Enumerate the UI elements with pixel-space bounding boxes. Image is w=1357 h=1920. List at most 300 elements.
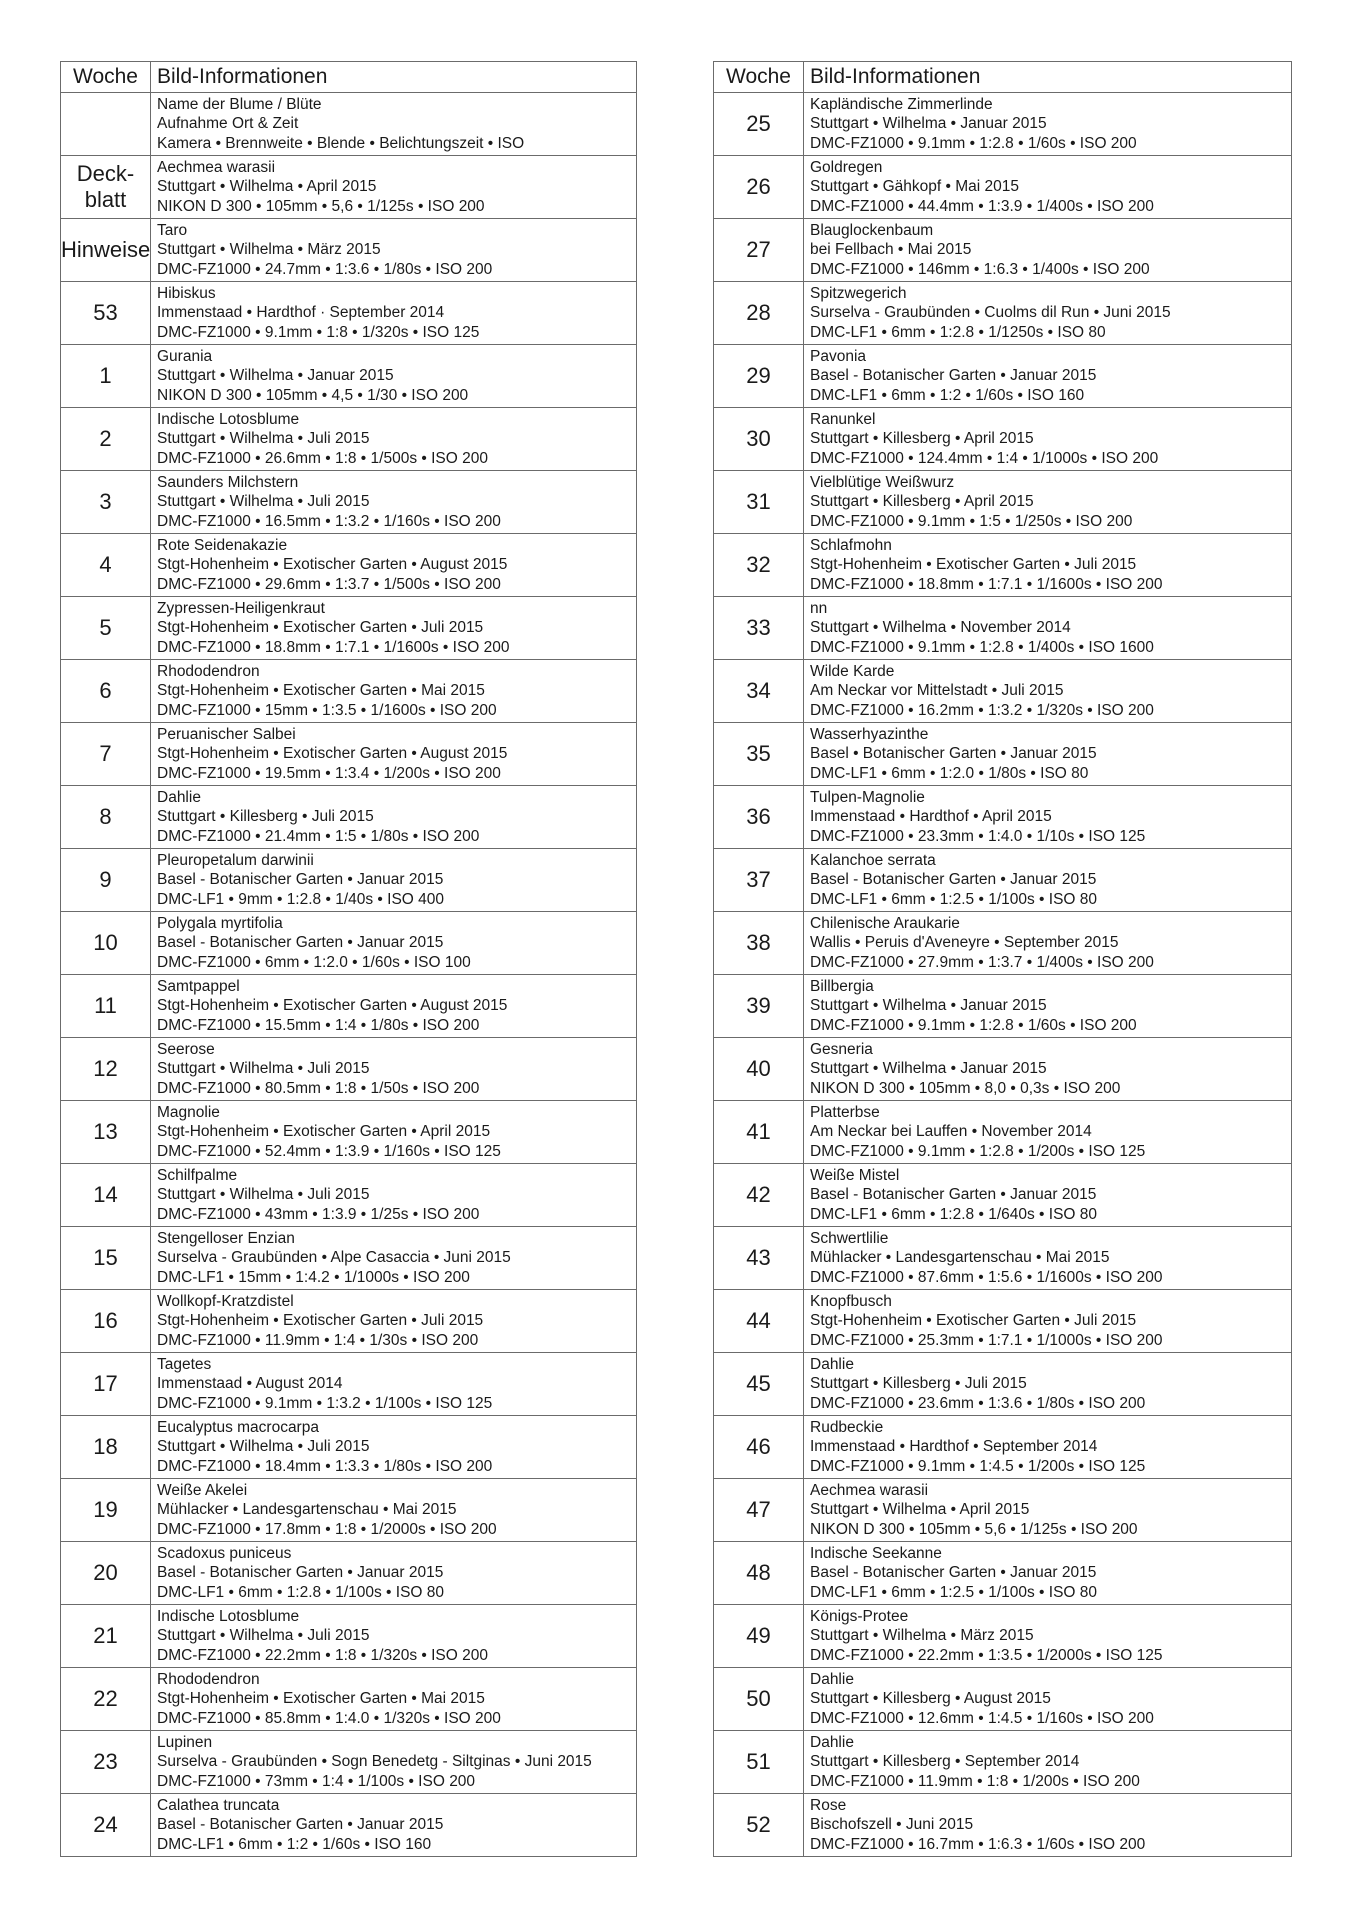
week-label: 1: [99, 363, 112, 388]
camera-settings: DMC-FZ1000 • 9.1mm • 1:8 • 1/320s • ISO 125: [157, 323, 480, 341]
table-row: [61, 597, 637, 660]
week-label: 3: [99, 489, 112, 514]
week-label: 41: [746, 1119, 771, 1144]
table-row: [714, 1416, 1292, 1479]
week-column-header: Woche: [61, 62, 151, 93]
left-table: [60, 61, 637, 1857]
camera-settings: DMC-LF1 • 6mm • 1:2.8 • 1/100s • ISO 80: [157, 1583, 445, 1601]
info-cell: [804, 660, 1292, 723]
week-cell: [714, 1038, 804, 1101]
location-date: Stgt-Hohenheim • Exotischer Garten • Juli 2015: [157, 619, 484, 637]
camera-settings: DMC-FZ1000 • 9.1mm • 1:5 • 1/250s • ISO 200: [810, 512, 1133, 530]
week-cell: [714, 1164, 804, 1227]
table-row: [61, 849, 637, 912]
info-cell: [804, 345, 1292, 408]
week-label: 53: [93, 300, 118, 325]
week-cell: [61, 408, 151, 471]
location-date: Am Neckar vor Mittelstadt • Juli 2015: [810, 682, 1064, 700]
table-row: [61, 1542, 637, 1605]
week-cell: [714, 93, 804, 156]
camera-settings: Kamera • Brennweite • Blende • Belichtungszeit • ISO: [157, 134, 525, 152]
camera-settings: DMC-LF1 • 6mm • 1:2 • 1/60s • ISO 160: [157, 1835, 432, 1853]
location-date: Stuttgart • Wilhelma • April 2015: [810, 1501, 1030, 1519]
flower-name: Königs-Protee: [810, 1607, 909, 1625]
table-row: [714, 1290, 1292, 1353]
info-cell: [804, 1605, 1292, 1668]
camera-settings: DMC-LF1 • 6mm • 1:2.8 • 1/1250s • ISO 80: [810, 323, 1106, 341]
flower-name: Wollkopf-Kratzdistel: [157, 1292, 294, 1310]
flower-name: Dahlie: [810, 1670, 854, 1688]
location-date: Basel - Botanischer Garten • Januar 2015: [157, 934, 444, 952]
info-cell: [151, 723, 637, 786]
week-cell: [714, 471, 804, 534]
week-label: 10: [93, 930, 118, 955]
table-row: [714, 1731, 1292, 1794]
flower-name: Weiße Akelei: [157, 1481, 248, 1499]
info-cell: [804, 1794, 1292, 1857]
table-row: [61, 660, 637, 723]
week-label: 45: [746, 1371, 771, 1396]
table-row: [61, 1731, 637, 1794]
location-date: Basel - Botanischer Garten • Januar 2015: [157, 871, 444, 889]
table-row: [61, 471, 637, 534]
week-label: 40: [746, 1056, 771, 1081]
table-row: [714, 345, 1292, 408]
week-label: 36: [746, 804, 771, 829]
week-label: 46: [746, 1434, 771, 1459]
location-date: Stuttgart • Wilhelma • November 2014: [810, 619, 1071, 637]
table-row: [714, 156, 1292, 219]
location-date: Am Neckar bei Lauffen • November 2014: [810, 1123, 1092, 1141]
week-label: 15: [93, 1245, 118, 1270]
week-label: 39: [746, 993, 771, 1018]
table-row: [61, 786, 637, 849]
week-cell: [714, 1101, 804, 1164]
week-cell: [714, 723, 804, 786]
week-label: blatt: [84, 187, 127, 212]
week-label: 29: [746, 363, 771, 388]
camera-settings: DMC-FZ1000 • 124.4mm • 1:4 • 1/1000s • ISO 200: [810, 449, 1159, 467]
week-cell: [714, 408, 804, 471]
info-cell: [804, 597, 1292, 660]
location-date: Aufnahme Ort & Zeit: [157, 115, 299, 133]
table-row: [714, 282, 1292, 345]
camera-settings: DMC-FZ1000 • 85.8mm • 1:4.0 • 1/320s • ISO 200: [157, 1709, 501, 1727]
info-cell: [804, 849, 1292, 912]
location-date: Stgt-Hohenheim • Exotischer Garten • Mai 2015: [157, 1690, 485, 1708]
info-cell: [151, 1542, 637, 1605]
table-row: [61, 1227, 637, 1290]
info-cell: [804, 1479, 1292, 1542]
info-cell: [151, 1794, 637, 1857]
info-cell: [151, 1353, 637, 1416]
location-date: Stuttgart • Wilhelma • Januar 2015: [810, 115, 1047, 133]
flower-name: Schilfpalme: [157, 1166, 238, 1184]
week-label: 50: [746, 1686, 771, 1711]
week-cell: [61, 597, 151, 660]
camera-settings: DMC-FZ1000 • 18.8mm • 1:7.1 • 1/1600s • ISO 200: [810, 575, 1163, 593]
location-date: Stuttgart • Killesberg • April 2015: [810, 493, 1034, 511]
week-label: 26: [746, 174, 771, 199]
flower-name: Goldregen: [810, 158, 883, 176]
week-cell: [714, 912, 804, 975]
week-cell: [61, 1479, 151, 1542]
info-cell: [804, 1101, 1292, 1164]
week-label: 7: [99, 741, 112, 766]
camera-settings: DMC-FZ1000 • 12.6mm • 1:4.5 • 1/160s • ISO 200: [810, 1709, 1154, 1727]
week-label: 21: [93, 1623, 118, 1648]
table-row: [714, 219, 1292, 282]
camera-settings: NIKON D 300 • 105mm • 8,0 • 0,3s • ISO 200: [810, 1079, 1121, 1097]
info-cell: [151, 1101, 637, 1164]
week-label: 6: [99, 678, 112, 703]
week-cell: [61, 660, 151, 723]
flower-name: Wasserhyazinthe: [810, 725, 929, 743]
table-row: [714, 975, 1292, 1038]
location-date: Stuttgart • Wilhelma • Juli 2015: [157, 493, 370, 511]
week-cell: [61, 282, 151, 345]
flower-name: Hibiskus: [157, 284, 216, 302]
week-label: 30: [746, 426, 771, 451]
flower-name: Dahlie: [810, 1733, 854, 1751]
table-row: [714, 1353, 1292, 1416]
week-label: 11: [94, 993, 117, 1018]
location-date: Basel • Botanischer Garten • Januar 2015: [810, 745, 1097, 763]
location-date: Stuttgart • Wilhelma • Juli 2015: [157, 1438, 370, 1456]
location-date: bei Fellbach • Mai 2015: [810, 241, 972, 259]
camera-settings: DMC-FZ1000 • 15mm • 1:3.5 • 1/1600s • ISO 200: [157, 701, 497, 719]
flower-name: Schwertlilie: [810, 1229, 889, 1247]
table-row: [61, 1668, 637, 1731]
location-date: Stgt-Hohenheim • Exotischer Garten • Juli 2015: [157, 1312, 484, 1330]
camera-settings: DMC-FZ1000 • 44.4mm • 1:3.9 • 1/400s • ISO 200: [810, 197, 1154, 215]
week-cell: [61, 1605, 151, 1668]
location-date: Stgt-Hohenheim • Exotischer Garten • August 2015: [157, 997, 508, 1015]
info-cell: [804, 1668, 1292, 1731]
week-label: 17: [93, 1371, 118, 1396]
week-label: 25: [746, 111, 771, 136]
camera-settings: DMC-FZ1000 • 73mm • 1:4 • 1/100s • ISO 200: [157, 1772, 476, 1790]
week-label: 13: [93, 1119, 118, 1144]
week-label: 43: [746, 1245, 771, 1270]
camera-settings: DMC-FZ1000 • 9.1mm • 1:2.8 • 1/200s • ISO 125: [810, 1142, 1146, 1160]
table-row: [61, 912, 637, 975]
week-label: 44: [746, 1308, 771, 1333]
week-cell: [714, 1227, 804, 1290]
info-cell: [151, 1416, 637, 1479]
flower-name: Saunders Milchstern: [157, 473, 299, 491]
location-date: Stuttgart • Wilhelma • Juli 2015: [157, 1186, 370, 1204]
week-label: 35: [746, 741, 771, 766]
camera-settings: NIKON D 300 • 105mm • 4,5 • 1/30 • ISO 200: [157, 386, 469, 404]
week-label: 32: [746, 552, 771, 577]
info-cell: [151, 1731, 637, 1794]
table-row: [61, 1290, 637, 1353]
header-row: [714, 62, 1292, 93]
flower-name: Rose: [810, 1796, 847, 1814]
table-row: [61, 1038, 637, 1101]
flower-name: Magnolie: [157, 1103, 220, 1121]
table-row: [714, 471, 1292, 534]
week-cell: [714, 597, 804, 660]
week-cell: [714, 1794, 804, 1857]
table-row: [714, 1227, 1292, 1290]
week-cell: [61, 1353, 151, 1416]
info-cell: [804, 408, 1292, 471]
info-column-header: Bild-Informationen: [804, 62, 1292, 93]
week-cell: [714, 1605, 804, 1668]
location-date: Stuttgart • Killesberg • Juli 2015: [157, 808, 374, 826]
info-cell: [804, 1164, 1292, 1227]
week-label: 27: [746, 237, 771, 262]
table-row: [714, 1668, 1292, 1731]
week-label: Hinweise: [61, 237, 151, 262]
week-label: 49: [746, 1623, 771, 1648]
info-cell: [804, 1416, 1292, 1479]
flower-name: Knopfbusch: [810, 1292, 892, 1310]
location-date: Immenstaad • August 2014: [157, 1375, 343, 1393]
week-label: 37: [746, 867, 771, 892]
header-row: [61, 62, 637, 93]
camera-settings: DMC-FZ1000 • 26.6mm • 1:8 • 1/500s • ISO 200: [157, 449, 488, 467]
flower-name: Pleuropetalum darwinii: [157, 851, 314, 869]
info-column-header: Bild-Informationen: [151, 62, 637, 93]
location-date: Basel - Botanischer Garten • Januar 2015: [157, 1816, 444, 1834]
info-cell: [151, 93, 637, 156]
table-row: [61, 1353, 637, 1416]
camera-settings: NIKON D 300 • 105mm • 5,6 • 1/125s • ISO 200: [157, 197, 485, 215]
location-date: Stgt-Hohenheim • Exotischer Garten • April 2015: [157, 1123, 491, 1141]
week-label: 42: [746, 1182, 771, 1207]
flower-name: Scadoxus puniceus: [157, 1544, 292, 1562]
flower-name: Rhododendron: [157, 1670, 260, 1688]
location-date: Stuttgart • Wilhelma • Juli 2015: [157, 1060, 370, 1078]
flower-name: Tulpen-Magnolie: [810, 788, 925, 806]
flower-name: Indische Seekanne: [810, 1544, 942, 1562]
camera-settings: DMC-FZ1000 • 18.8mm • 1:7.1 • 1/1600s • ISO 200: [157, 638, 510, 656]
flower-name: Stengelloser Enzian: [157, 1229, 295, 1247]
location-date: Immenstaad • Hardthof • September 2014: [810, 1438, 1098, 1456]
camera-settings: DMC-FZ1000 • 9.1mm • 1:2.8 • 1/400s • ISO 1600: [810, 638, 1154, 656]
flower-name: Vielblütige Weißwurz: [810, 473, 955, 491]
location-date: Bischofszell • Juni 2015: [810, 1816, 974, 1834]
flower-name: Weiße Mistel: [810, 1166, 900, 1184]
flower-name: Schlafmohn: [810, 536, 892, 554]
location-date: Basel - Botanischer Garten • Januar 2015: [810, 367, 1097, 385]
camera-settings: DMC-FZ1000 • 21.4mm • 1:5 • 1/80s • ISO 200: [157, 827, 480, 845]
camera-settings: DMC-FZ1000 • 80.5mm • 1:8 • 1/50s • ISO 200: [157, 1079, 480, 1097]
table-row: [714, 1101, 1292, 1164]
week-cell: [714, 849, 804, 912]
location-date: Stuttgart • Wilhelma • Januar 2015: [810, 997, 1047, 1015]
location-date: Stuttgart • Wilhelma • Juli 2015: [157, 430, 370, 448]
week-label: 9: [99, 867, 112, 892]
flower-name: Aechmea warasii: [157, 158, 276, 176]
camera-settings: NIKON D 300 • 105mm • 5,6 • 1/125s • ISO 200: [810, 1520, 1138, 1538]
info-cell: [151, 1227, 637, 1290]
location-date: Surselva - Graubünden • Sogn Benedetg - Siltginas • Juni 2015: [157, 1753, 592, 1771]
week-label: Deck-: [76, 161, 135, 186]
flower-name: Rudbeckie: [810, 1418, 884, 1436]
flower-name: Aechmea warasii: [810, 1481, 929, 1499]
info-cell: [804, 93, 1292, 156]
week-cell: [61, 1542, 151, 1605]
info-cell: [151, 408, 637, 471]
table-row: [714, 723, 1292, 786]
info-cell: [804, 786, 1292, 849]
info-cell: [151, 597, 637, 660]
week-label: 5: [99, 615, 112, 640]
camera-settings: DMC-LF1 • 6mm • 1:2.5 • 1/100s • ISO 80: [810, 1583, 1098, 1601]
table-row: [61, 975, 637, 1038]
week-cell: [61, 849, 151, 912]
info-cell: [804, 1290, 1292, 1353]
location-date: Surselva - Graubünden • Cuolms dil Run • Juni 2015: [810, 304, 1171, 322]
week-label: 33: [746, 615, 771, 640]
flower-name: Polygala myrtifolia: [157, 914, 283, 932]
table-row: [61, 1479, 637, 1542]
info-cell: [151, 849, 637, 912]
camera-settings: DMC-LF1 • 6mm • 1:2.8 • 1/640s • ISO 80: [810, 1205, 1098, 1223]
info-cell: [151, 1164, 637, 1227]
week-cell: [714, 345, 804, 408]
flower-name: Gesneria: [810, 1040, 873, 1058]
week-cell: [714, 156, 804, 219]
camera-settings: DMC-FZ1000 • 11.9mm • 1:4 • 1/30s • ISO 200: [157, 1331, 479, 1349]
location-date: Immenstaad • Hardthof · September 2014: [157, 304, 445, 322]
flower-name: Kapländische Zimmerlinde: [810, 95, 993, 113]
week-cell: [61, 156, 151, 219]
location-date: Stuttgart • Wilhelma • April 2015: [157, 178, 377, 196]
info-cell: [151, 534, 637, 597]
camera-settings: DMC-FZ1000 • 16.5mm • 1:3.2 • 1/160s • ISO 200: [157, 512, 501, 530]
week-cell: [714, 219, 804, 282]
info-cell: [804, 1038, 1292, 1101]
flower-name: Eucalyptus macrocarpa: [157, 1418, 319, 1436]
table-row: [714, 1479, 1292, 1542]
info-cell: [804, 912, 1292, 975]
week-cell: [714, 1542, 804, 1605]
week-label: 8: [99, 804, 112, 829]
camera-settings: DMC-FZ1000 • 23.6mm • 1:3.6 • 1/80s • ISO 200: [810, 1394, 1146, 1412]
camera-settings: DMC-FZ1000 • 9.1mm • 1:4.5 • 1/200s • ISO 125: [810, 1457, 1146, 1475]
location-date: Stuttgart • Wilhelma • Januar 2015: [157, 367, 394, 385]
flower-name: nn: [810, 599, 828, 617]
week-cell: [61, 1416, 151, 1479]
week-label: 2: [99, 426, 112, 451]
week-cell: [61, 93, 151, 156]
table-row: [61, 156, 637, 219]
camera-settings: DMC-LF1 • 6mm • 1:2.0 • 1/80s • ISO 80: [810, 764, 1089, 782]
info-cell: [151, 282, 637, 345]
info-cell: [151, 1668, 637, 1731]
info-cell: [151, 471, 637, 534]
week-column-header: Woche: [714, 62, 804, 93]
camera-settings: DMC-FZ1000 • 27.9mm • 1:3.7 • 1/400s • ISO 200: [810, 953, 1154, 971]
camera-settings: DMC-LF1 • 9mm • 1:2.8 • 1/40s • ISO 400: [157, 890, 445, 908]
info-cell: [804, 219, 1292, 282]
flower-name: Spitzwegerich: [810, 284, 907, 302]
location-date: Wallis • Peruis d'Aveneyre • September 2015: [810, 934, 1119, 952]
flower-name: Taro: [157, 221, 188, 239]
info-cell: [151, 786, 637, 849]
camera-settings: DMC-FZ1000 • 9.1mm • 1:2.8 • 1/60s • ISO 200: [810, 1016, 1137, 1034]
location-date: Stuttgart • Killesberg • April 2015: [810, 430, 1034, 448]
camera-settings: DMC-FZ1000 • 15.5mm • 1:4 • 1/80s • ISO 200: [157, 1016, 480, 1034]
location-date: Stuttgart • Killesberg • September 2014: [810, 1753, 1080, 1771]
flower-name: Chilenische Araukarie: [810, 914, 960, 932]
flower-name: Name der Blume / Blüte: [157, 95, 322, 113]
flower-name: Platterbse: [810, 1103, 880, 1121]
camera-settings: DMC-FZ1000 • 22.2mm • 1:3.5 • 1/2000s • ISO 125: [810, 1646, 1163, 1664]
info-cell: [151, 1605, 637, 1668]
week-label: 23: [93, 1749, 118, 1774]
week-label: 14: [93, 1182, 118, 1207]
week-cell: [714, 1353, 804, 1416]
week-label: 22: [93, 1686, 118, 1711]
week-label: 19: [93, 1497, 118, 1522]
flower-name: Rote Seidenakazie: [157, 536, 288, 554]
week-cell: [61, 345, 151, 408]
info-cell: [804, 1353, 1292, 1416]
week-label: 28: [746, 300, 771, 325]
table-row: [61, 723, 637, 786]
table-row: [714, 534, 1292, 597]
week-cell: [714, 1290, 804, 1353]
week-cell: [61, 1038, 151, 1101]
camera-settings: DMC-FZ1000 • 43mm • 1:3.9 • 1/25s • ISO 200: [157, 1205, 480, 1223]
info-cell: [151, 219, 637, 282]
info-cell: [804, 1731, 1292, 1794]
camera-settings: DMC-LF1 • 15mm • 1:4.2 • 1/1000s • ISO 200: [157, 1268, 470, 1286]
week-label: 18: [93, 1434, 118, 1459]
week-cell: [61, 723, 151, 786]
flower-name: Rhododendron: [157, 662, 260, 680]
info-cell: [804, 471, 1292, 534]
flower-name: Gurania: [157, 347, 213, 365]
camera-settings: DMC-FZ1000 • 146mm • 1:6.3 • 1/400s • ISO 200: [810, 260, 1150, 278]
table-row: [714, 597, 1292, 660]
camera-settings: DMC-FZ1000 • 19.5mm • 1:3.4 • 1/200s • ISO 200: [157, 764, 501, 782]
flower-name: Ranunkel: [810, 410, 876, 428]
week-cell: [61, 1668, 151, 1731]
flower-name: Dahlie: [810, 1355, 854, 1373]
week-cell: [714, 1731, 804, 1794]
week-cell: [61, 786, 151, 849]
location-date: Surselva - Graubünden • Alpe Casaccia • Juni 2015: [157, 1249, 511, 1267]
week-label: 20: [93, 1560, 118, 1585]
info-cell: [804, 534, 1292, 597]
info-cell: [804, 1542, 1292, 1605]
location-date: Stgt-Hohenheim • Exotischer Garten • Mai 2015: [157, 682, 485, 700]
location-date: Immenstaad • Hardthof • April 2015: [810, 808, 1052, 826]
week-cell: [61, 1101, 151, 1164]
location-date: Stgt-Hohenheim • Exotischer Garten • August 2015: [157, 745, 508, 763]
week-cell: [714, 975, 804, 1038]
week-cell: [61, 975, 151, 1038]
table-row: [714, 93, 1292, 156]
week-cell: [61, 1227, 151, 1290]
camera-settings: DMC-FZ1000 • 11.9mm • 1:8 • 1/200s • ISO 200: [810, 1772, 1140, 1790]
location-date: Stuttgart • Gähkopf • Mai 2015: [810, 178, 1020, 196]
week-cell: [714, 1668, 804, 1731]
flower-name: Kalanchoe serrata: [810, 851, 936, 869]
location-date: Stuttgart • Wilhelma • Januar 2015: [810, 1060, 1047, 1078]
info-cell: [804, 975, 1292, 1038]
week-cell: [61, 1731, 151, 1794]
week-cell: [61, 534, 151, 597]
camera-settings: DMC-FZ1000 • 25.3mm • 1:7.1 • 1/1000s • ISO 200: [810, 1331, 1163, 1349]
